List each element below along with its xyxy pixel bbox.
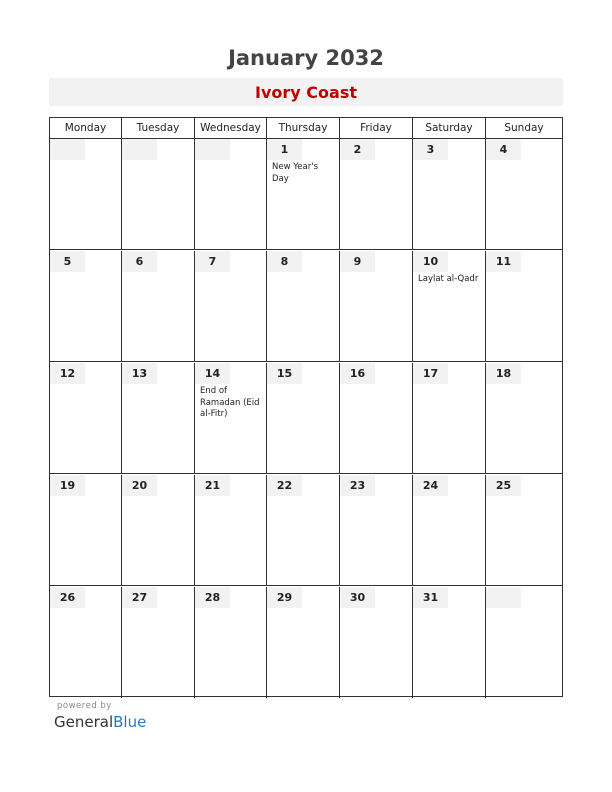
day-number: 19 xyxy=(59,479,76,492)
weekday-header-thursday: Thursday xyxy=(267,118,340,138)
day-number: 21 xyxy=(204,479,221,492)
day-number-box xyxy=(413,587,448,608)
day-number xyxy=(195,139,230,160)
day-number-box xyxy=(50,475,85,496)
weekday-header-wednesday: Wednesday xyxy=(195,118,267,138)
day-number: 15 xyxy=(276,367,293,380)
day-number-box xyxy=(122,363,157,384)
day-number xyxy=(50,139,85,160)
day-number-box xyxy=(195,139,230,160)
day-cell[interactable] xyxy=(413,363,486,474)
weekday-header-tuesday: Tuesday xyxy=(122,118,195,138)
day-number-box xyxy=(50,587,85,608)
day-cell[interactable] xyxy=(195,251,267,362)
day-number-box xyxy=(195,251,230,272)
day-cell[interactable] xyxy=(267,475,340,586)
brand-blue: Blue xyxy=(113,713,147,731)
day-cell[interactable] xyxy=(413,251,486,362)
day-number-box xyxy=(122,139,157,160)
weekday-header-monday: Monday xyxy=(50,118,122,138)
day-cell[interactable] xyxy=(340,251,413,362)
day-cell[interactable] xyxy=(486,251,562,362)
day-number-box xyxy=(50,363,85,384)
holiday-label: New Year's Day xyxy=(272,162,319,184)
day-cell[interactable] xyxy=(122,475,195,586)
day-number-box xyxy=(340,363,375,384)
day-number: 24 xyxy=(422,479,439,492)
day-number-box xyxy=(267,139,302,160)
day-cell[interactable] xyxy=(340,475,413,586)
day-number-box xyxy=(413,251,448,272)
day-cell[interactable] xyxy=(195,475,267,586)
day-number-box xyxy=(340,475,375,496)
day-number-box xyxy=(267,587,302,608)
day-cell[interactable] xyxy=(267,587,340,698)
page-title: January 2032 xyxy=(228,46,384,70)
day-number: 23 xyxy=(349,479,366,492)
day-number: 31 xyxy=(422,591,439,604)
day-cell[interactable] xyxy=(340,363,413,474)
day-number: 30 xyxy=(349,591,366,604)
day-cell[interactable] xyxy=(50,475,122,586)
day-number: 25 xyxy=(495,479,512,492)
day-cell[interactable] xyxy=(340,587,413,698)
weekday-header-friday: Friday xyxy=(340,118,413,138)
day-number-box xyxy=(195,363,230,384)
day-number-box xyxy=(122,587,157,608)
day-cell[interactable] xyxy=(413,139,486,250)
day-cell[interactable] xyxy=(122,139,195,250)
day-cell[interactable] xyxy=(122,251,195,362)
day-number-box xyxy=(340,251,375,272)
day-cell[interactable] xyxy=(195,139,267,250)
day-number-box xyxy=(486,475,521,496)
weekday-header-saturday: Saturday xyxy=(413,118,486,138)
country-name: Ivory Coast xyxy=(255,83,357,102)
day-cell[interactable] xyxy=(195,363,267,474)
day-number: 20 xyxy=(131,479,148,492)
day-number-box xyxy=(340,139,375,160)
day-number-box xyxy=(122,475,157,496)
day-number: 17 xyxy=(422,367,439,380)
day-cell[interactable] xyxy=(50,251,122,362)
week-row xyxy=(50,587,562,698)
day-cell[interactable] xyxy=(486,475,562,586)
day-number-box xyxy=(486,363,521,384)
week-row xyxy=(50,475,562,586)
day-number-box xyxy=(486,587,521,608)
day-number-box xyxy=(340,587,375,608)
day-cell[interactable] xyxy=(195,587,267,698)
day-number-box xyxy=(50,139,85,160)
day-cell[interactable] xyxy=(50,587,122,698)
day-cell[interactable] xyxy=(122,363,195,474)
day-number: 29 xyxy=(276,591,293,604)
day-cell[interactable] xyxy=(122,587,195,698)
day-number-box xyxy=(50,251,85,272)
holiday-label: Laylat al-Qadr xyxy=(418,274,479,284)
day-cell[interactable] xyxy=(50,363,122,474)
day-number-box xyxy=(122,251,157,272)
week-row xyxy=(50,139,562,250)
day-number: 2 xyxy=(353,143,362,156)
day-number-box xyxy=(267,251,302,272)
calendar-grid xyxy=(49,117,563,697)
day-number-box xyxy=(413,139,448,160)
day-number: 26 xyxy=(59,591,76,604)
day-number: 18 xyxy=(495,367,512,380)
day-number-box xyxy=(413,475,448,496)
day-number: 11 xyxy=(495,255,512,268)
day-cell[interactable] xyxy=(50,139,122,250)
day-number: 1 xyxy=(280,143,289,156)
brand-general: General xyxy=(54,713,114,731)
week-row xyxy=(50,363,562,474)
day-number: 14 xyxy=(204,367,221,380)
day-number-box xyxy=(267,363,302,384)
day-number: 7 xyxy=(208,255,217,268)
day-number: 8 xyxy=(280,255,289,268)
day-number: 28 xyxy=(204,591,221,604)
day-number: 13 xyxy=(131,367,148,380)
day-cell[interactable] xyxy=(413,587,486,698)
weekday-header-row xyxy=(50,118,562,139)
day-number: 22 xyxy=(276,479,293,492)
day-number: 5 xyxy=(63,255,72,268)
day-cell[interactable] xyxy=(486,363,562,474)
day-cell[interactable] xyxy=(267,251,340,362)
day-cell[interactable] xyxy=(486,139,562,250)
day-number: 16 xyxy=(349,367,366,380)
generalblue-logo[interactable] xyxy=(54,713,146,731)
powered-by-text: powered by xyxy=(57,701,112,711)
day-number xyxy=(122,139,157,160)
day-number: 27 xyxy=(131,591,148,604)
day-number: 9 xyxy=(353,255,362,268)
day-number-box xyxy=(486,139,521,160)
day-cell[interactable] xyxy=(413,475,486,586)
day-number xyxy=(486,587,521,608)
weekday-header-sunday: Sunday xyxy=(504,122,544,134)
day-number-box xyxy=(486,251,521,272)
holiday-label: End of Ramadan (Eid al-Fitr) xyxy=(200,386,260,419)
day-number: 4 xyxy=(499,143,508,156)
day-number: 12 xyxy=(59,367,76,380)
day-number: 6 xyxy=(135,255,144,268)
day-cell[interactable] xyxy=(267,139,340,250)
week-row xyxy=(50,251,562,362)
country-banner xyxy=(49,78,563,106)
day-number-box xyxy=(267,475,302,496)
day-number: 3 xyxy=(426,143,435,156)
day-cell[interactable] xyxy=(267,363,340,474)
day-number-box xyxy=(413,363,448,384)
day-cell[interactable] xyxy=(340,139,413,250)
day-number-box xyxy=(195,587,230,608)
day-cell[interactable] xyxy=(486,587,562,698)
day-number-box xyxy=(195,475,230,496)
day-number: 10 xyxy=(422,255,439,268)
